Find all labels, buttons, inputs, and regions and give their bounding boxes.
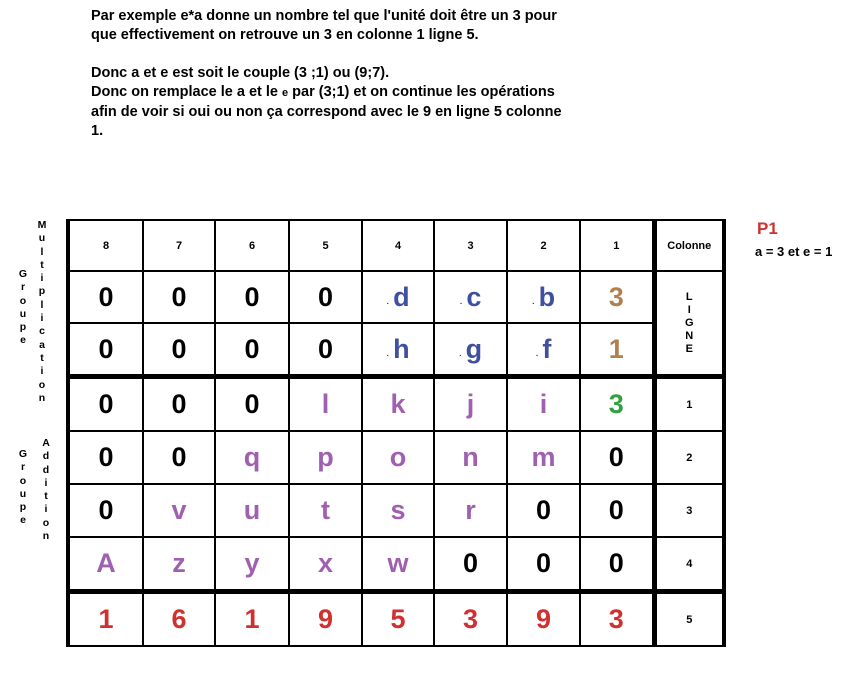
table-cell bbox=[68, 323, 143, 377]
table-cell bbox=[362, 431, 434, 484]
cell-value: 0 bbox=[98, 333, 114, 364]
cell-value: z bbox=[172, 548, 186, 578]
table-cell bbox=[143, 377, 215, 432]
cell-value: 0 bbox=[98, 442, 114, 472]
table-cell bbox=[143, 323, 215, 377]
label-letter: i bbox=[40, 365, 44, 378]
label-letter: i bbox=[44, 503, 48, 516]
table-cell bbox=[580, 377, 654, 432]
table-cell bbox=[68, 271, 143, 323]
table-cell bbox=[507, 377, 580, 432]
table-cell bbox=[507, 271, 580, 323]
label-letter: i bbox=[40, 272, 44, 285]
cell-value: g bbox=[465, 333, 483, 364]
label-letter: r bbox=[20, 461, 26, 474]
column-header: 1 bbox=[580, 220, 654, 271]
cell-dot: . bbox=[459, 295, 463, 307]
intro-line: 1. bbox=[91, 123, 104, 139]
label-letter: o bbox=[19, 294, 27, 307]
table-cell bbox=[362, 592, 434, 647]
cell-value: A bbox=[96, 548, 116, 578]
label-letter: t bbox=[40, 351, 44, 364]
table-cell bbox=[143, 271, 215, 323]
label-letter: t bbox=[44, 490, 48, 503]
label-letter: d bbox=[42, 463, 50, 476]
cell-value: 0 bbox=[98, 495, 114, 525]
ligne-letter: N bbox=[685, 329, 694, 342]
cell-dot: . bbox=[535, 347, 539, 359]
table-cell bbox=[580, 537, 654, 592]
label-letter: o bbox=[42, 516, 50, 529]
cell-value: f bbox=[542, 333, 552, 364]
intro-line: afin de voir si oui ou non ça correspond avec le 9 en ligne 5 colonne bbox=[91, 104, 562, 120]
cell-dot: . bbox=[386, 347, 390, 359]
table-cell bbox=[289, 592, 362, 647]
intro-line: que effectivement on retrouve un 3 en colonne 1 ligne 5. bbox=[91, 27, 479, 43]
label-letter: u bbox=[19, 307, 27, 320]
result-row bbox=[68, 592, 724, 647]
addition-label bbox=[40, 437, 52, 543]
column-header: 4 bbox=[362, 220, 434, 271]
table-cell bbox=[289, 271, 362, 323]
table-cell bbox=[434, 377, 507, 432]
table-cell bbox=[580, 592, 654, 647]
table-cell bbox=[143, 592, 215, 647]
cell-value: v bbox=[171, 495, 187, 525]
cell-value: d bbox=[393, 281, 410, 312]
table-cell bbox=[143, 484, 215, 537]
cell-value: w bbox=[387, 548, 409, 578]
cell-value: o bbox=[389, 442, 407, 472]
row-number: 3 bbox=[654, 484, 724, 537]
table-cell bbox=[289, 377, 362, 432]
table-cell bbox=[434, 323, 507, 377]
row-number: 4 bbox=[654, 537, 724, 592]
table-cell bbox=[362, 271, 434, 323]
table-cell bbox=[68, 592, 143, 647]
label-letter: e bbox=[20, 334, 26, 347]
column-header: 6 bbox=[215, 220, 289, 271]
table-cell bbox=[289, 431, 362, 484]
paragraph-gap bbox=[91, 45, 631, 64]
intro-line: Par exemple e*a donne un nombre tel que l'unité doit être un 3 pour bbox=[91, 8, 557, 24]
ligne-letter: I bbox=[687, 303, 691, 316]
table-cell bbox=[215, 592, 289, 647]
cell-value: 0 bbox=[171, 281, 187, 312]
cell-value: t bbox=[321, 495, 330, 525]
table-cell bbox=[580, 271, 654, 323]
label-letter: o bbox=[38, 378, 46, 391]
label-letter: r bbox=[20, 281, 26, 294]
cell-value: i bbox=[539, 389, 548, 419]
label-letter: M bbox=[37, 219, 47, 231]
label-letter: p bbox=[19, 321, 27, 334]
table-cell bbox=[215, 377, 289, 432]
label-letter: n bbox=[42, 530, 50, 543]
cell-value: 0 bbox=[171, 389, 187, 419]
table-cell bbox=[362, 484, 434, 537]
cell-value: 9 bbox=[317, 604, 334, 634]
table-cell bbox=[68, 537, 143, 592]
label-letter: u bbox=[38, 232, 46, 245]
row-number: 1 bbox=[654, 377, 724, 432]
cell-value: 0 bbox=[535, 548, 552, 578]
table-cell bbox=[434, 592, 507, 647]
cell-value: l bbox=[321, 389, 330, 419]
cell-value: 1 bbox=[608, 333, 624, 364]
table-cell bbox=[215, 431, 289, 484]
ligne-letter: E bbox=[685, 342, 693, 355]
table-cell bbox=[68, 377, 143, 432]
intro-line: Donc a et e est soit le couple (3 ;1) ou (9;7). bbox=[91, 65, 390, 81]
table-cell bbox=[362, 377, 434, 432]
table-cell bbox=[143, 431, 215, 484]
groupe-label-top bbox=[17, 268, 29, 348]
intro-fragment-small-e: e bbox=[282, 87, 289, 99]
table-cell bbox=[580, 484, 654, 537]
cell-value: 3 bbox=[608, 389, 624, 419]
label-letter: c bbox=[39, 325, 45, 338]
cell-value: 1 bbox=[244, 604, 260, 634]
label-letter: o bbox=[19, 474, 27, 487]
table-cell bbox=[434, 537, 507, 592]
ligne-letter: L bbox=[685, 290, 693, 303]
cell-value: 0 bbox=[171, 333, 187, 364]
label-letter: u bbox=[19, 487, 27, 500]
row-number: 2 bbox=[654, 431, 724, 484]
cell-value: 0 bbox=[462, 548, 479, 578]
addition-row bbox=[68, 537, 724, 592]
label-letter: e bbox=[20, 514, 26, 527]
header-row bbox=[68, 220, 724, 271]
cell-value: 0 bbox=[317, 281, 334, 312]
label-letter: t bbox=[40, 258, 44, 271]
table-cell bbox=[507, 484, 580, 537]
cell-value: 6 bbox=[171, 604, 187, 634]
column-header: 3 bbox=[434, 220, 507, 271]
colonne-header: Colonne bbox=[654, 220, 724, 271]
addition-row bbox=[68, 377, 724, 432]
cell-value: s bbox=[390, 495, 406, 525]
cell-dot: . bbox=[458, 347, 462, 359]
table-cell bbox=[289, 323, 362, 377]
addition-row bbox=[68, 431, 724, 484]
table-cell bbox=[434, 484, 507, 537]
cell-value: x bbox=[317, 548, 334, 578]
cell-value: 0 bbox=[98, 389, 114, 419]
cell-value: n bbox=[462, 442, 479, 472]
table-cell bbox=[289, 537, 362, 592]
table-cell bbox=[507, 537, 580, 592]
table-cell bbox=[434, 431, 507, 484]
cell-value: 0 bbox=[171, 442, 187, 472]
table-cell bbox=[215, 484, 289, 537]
table-cell bbox=[362, 537, 434, 592]
cell-value: k bbox=[390, 389, 406, 419]
cell-value: y bbox=[244, 548, 260, 578]
cell-value: h bbox=[393, 333, 410, 364]
multiplication-label bbox=[36, 219, 48, 405]
cell-value: c bbox=[466, 281, 482, 312]
column-header: 2 bbox=[507, 220, 580, 271]
multiplication-row bbox=[68, 323, 724, 377]
table-cell bbox=[68, 484, 143, 537]
cell-value: p bbox=[317, 442, 334, 472]
cell-value: u bbox=[243, 495, 261, 525]
label-letter: p bbox=[19, 501, 27, 514]
row-number: 5 bbox=[654, 592, 724, 647]
column-header: 8 bbox=[68, 220, 143, 271]
ligne-letter: G bbox=[684, 316, 694, 329]
cell-value: 0 bbox=[98, 281, 114, 312]
cell-value: 5 bbox=[390, 604, 406, 634]
label-letter: p bbox=[38, 285, 46, 298]
table-cell bbox=[362, 323, 434, 377]
table-cell bbox=[143, 537, 215, 592]
table-cell bbox=[215, 537, 289, 592]
cell-value: 3 bbox=[608, 604, 624, 634]
ligne-label bbox=[654, 271, 724, 377]
label-letter: d bbox=[42, 450, 50, 463]
label-letter: G bbox=[18, 448, 28, 460]
addition-row bbox=[68, 484, 724, 537]
table-cell bbox=[580, 323, 654, 377]
cell-value: 0 bbox=[535, 495, 552, 525]
intro-line bbox=[91, 83, 631, 103]
cell-value: 0 bbox=[244, 333, 260, 364]
label-letter: i bbox=[44, 476, 48, 489]
cell-dot: . bbox=[531, 295, 535, 307]
label-letter: a bbox=[39, 338, 45, 351]
cell-value: 0 bbox=[608, 442, 624, 472]
intro-text bbox=[91, 7, 631, 141]
cell-value: 3 bbox=[608, 281, 624, 312]
cell-value: 0 bbox=[608, 548, 624, 578]
cell-value: 1 bbox=[98, 604, 114, 634]
column-header: 5 bbox=[289, 220, 362, 271]
cell-value: 0 bbox=[608, 495, 624, 525]
cell-value: 9 bbox=[535, 604, 552, 634]
intro-fragment: Donc on remplace le a et le bbox=[91, 84, 282, 100]
cell-value: q bbox=[243, 442, 261, 472]
cell-value: 3 bbox=[462, 604, 479, 634]
cell-value: m bbox=[531, 442, 556, 472]
table-cell bbox=[215, 323, 289, 377]
cell-value: r bbox=[465, 495, 476, 525]
label-letter: G bbox=[18, 268, 28, 280]
p1-label: P1 bbox=[757, 219, 778, 238]
p1-values: a = 3 et e = 1 bbox=[755, 244, 833, 259]
cell-value: b bbox=[538, 281, 556, 312]
table-cell bbox=[289, 484, 362, 537]
table-cell bbox=[215, 271, 289, 323]
table-cell bbox=[580, 431, 654, 484]
table-cell bbox=[434, 271, 507, 323]
table-cell bbox=[507, 592, 580, 647]
label-letter: l bbox=[40, 298, 44, 311]
operation-table bbox=[66, 219, 726, 647]
cell-value: 0 bbox=[244, 389, 260, 419]
multiplication-row bbox=[68, 271, 724, 323]
cell-value: j bbox=[466, 389, 475, 419]
label-letter: n bbox=[38, 391, 46, 404]
label-letter: i bbox=[40, 312, 44, 325]
cell-value: 0 bbox=[244, 281, 260, 312]
table-cell bbox=[507, 431, 580, 484]
cell-value: 0 bbox=[317, 333, 334, 364]
label-letter: A bbox=[42, 437, 50, 449]
table-cell bbox=[507, 323, 580, 377]
column-header: 7 bbox=[143, 220, 215, 271]
label-letter: l bbox=[40, 245, 44, 258]
cell-dot: . bbox=[386, 295, 390, 307]
intro-fragment: par (3;1) et on continue les opérations bbox=[288, 84, 555, 100]
groupe-label-bottom bbox=[17, 448, 29, 528]
table-cell bbox=[68, 431, 143, 484]
